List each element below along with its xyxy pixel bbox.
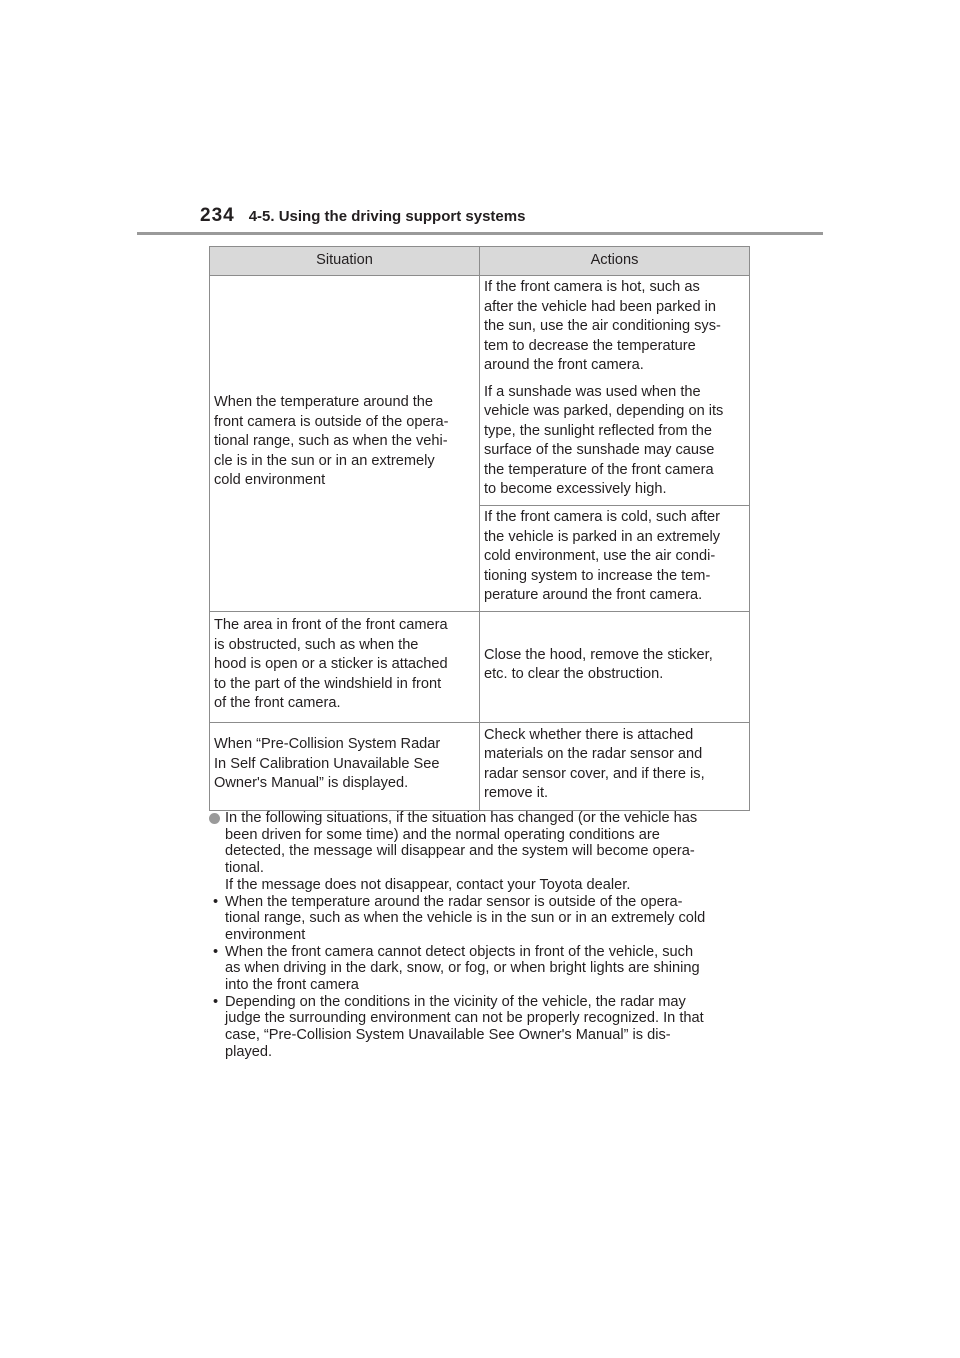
list-item bbox=[209, 944, 754, 994]
column-header-situation: Situation bbox=[210, 247, 480, 276]
column-header-actions: Actions bbox=[480, 247, 750, 276]
notes-section bbox=[209, 810, 754, 1061]
action-paragraph: If the front camera is hot, such as after the vehicle had been parked in the sun, use the air conditioning sys- tem to decrease the temperature around the front camera. bbox=[484, 279, 721, 374]
action-paragraph: If a sunshade was used when the vehicle was parked, depending on its type, the sunlight reflected from the surface of the sunshade may cause the temperature of the front camera to become excessively high. bbox=[484, 383, 724, 498]
list-item-text: When the temperature around the radar sensor is outside of the opera- tional range, such as when the vehicle is in the sun or in an extremely cold environment bbox=[225, 893, 706, 943]
action-text: Check whether there is attached materials on the radar sensor and radar sensor cover, and if there is, remove it. bbox=[484, 726, 705, 801]
table-row bbox=[210, 722, 750, 810]
situation-text: When “Pre-Collision System Radar In Self Calibration Unavailable See Owner's Manual” is displayed. bbox=[214, 736, 441, 792]
note-text: In the following situations, if the situation has changed (or the vehicle has been driven for some time) and the normal operating conditions are detected, the message will disappear and the system will become opera- tional. If the message does not disappear, contact your Toyota dealer. bbox=[225, 810, 698, 893]
section-title: 4-5. Using the driving support systems bbox=[248, 208, 526, 225]
bullet-dot-icon: • bbox=[213, 993, 219, 1010]
action-cell bbox=[480, 276, 750, 506]
situation-cell bbox=[210, 611, 480, 722]
header-divider bbox=[137, 232, 823, 235]
list-item-text: When the front camera cannot detect objects in front of the vehicle, such as when driving in the dark, snow, or fog, or when bright lights are shining into the front camera bbox=[225, 943, 700, 994]
situation-text: The area in front of the front camera is obstructed, such as when the hood is open or a sticker is attached to the part of the windshield in front of the front camera. bbox=[214, 617, 448, 712]
circle-bullet-icon bbox=[209, 813, 220, 824]
page-number: 234 bbox=[200, 205, 235, 226]
action-text: Close the hood, remove the sticker, etc. to clear the obstruction. bbox=[484, 646, 713, 682]
action-cell bbox=[480, 506, 750, 612]
table-row bbox=[210, 611, 750, 722]
table-header-row bbox=[210, 247, 750, 276]
action-cell bbox=[480, 722, 750, 810]
list-item-text: Depending on the conditions in the vicinity of the vehicle, the radar may judge the surrounding environment can not be properly recognized. In that case, “Pre-Collision System Unavailable See Owner's Manual” is dis- played. bbox=[225, 993, 704, 1060]
bullet-dot-icon: • bbox=[213, 893, 219, 910]
situation-actions-table bbox=[209, 246, 750, 811]
situation-text: When the temperature around the front camera is outside of the opera- tional range, such as when the vehi- cle is in the sun or in an extremely cold environment bbox=[214, 394, 449, 488]
situation-cell bbox=[210, 722, 480, 810]
note-main bbox=[209, 810, 754, 894]
action-cell bbox=[480, 611, 750, 722]
bullet-dot-icon: • bbox=[213, 943, 219, 960]
list-item bbox=[209, 894, 754, 944]
table-row bbox=[210, 276, 750, 506]
action-paragraph: If the front camera is cold, such after the vehicle is parked in an extremely cold environment, use the air condi- tioning system to increase the tem- perature around the front camera. bbox=[484, 509, 721, 603]
list-item bbox=[209, 994, 754, 1061]
situation-cell bbox=[210, 276, 480, 612]
page-header bbox=[200, 205, 525, 231]
